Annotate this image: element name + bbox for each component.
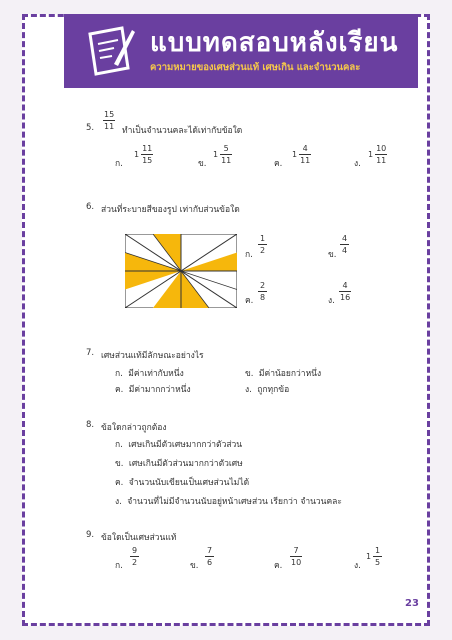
q6-option-a-label[interactable]: ก. xyxy=(245,250,253,260)
q9-option-c[interactable] xyxy=(288,545,302,568)
q6-number: 6. xyxy=(86,202,95,212)
q9-option-d-denominator: 5 xyxy=(375,558,381,567)
q5-option-a-label[interactable]: ก. xyxy=(115,159,123,169)
q5-option-b[interactable] xyxy=(213,143,232,166)
q6-option-b-denominator: 4 xyxy=(341,246,348,255)
q8-option-a-text: เศษเกินมีตัวเศษมากกว่าตัวส่วน xyxy=(128,440,243,450)
q9-stem: ข้อใดเป็นเศษส่วนแท้ xyxy=(101,533,177,543)
q6-option-c-numerator: 2 xyxy=(259,281,266,290)
q7-option-c[interactable] xyxy=(115,382,191,396)
q6-option-b-numerator: 4 xyxy=(341,234,348,243)
q8-option-c-text: จำนวนนับเขียนเป็นเศษส่วนไม่ได้ xyxy=(128,478,250,488)
q8-stem: ข้อใดกล่าวถูกต้อง xyxy=(101,423,167,433)
q9-option-d[interactable] xyxy=(366,545,382,568)
q6-stem: ส่วนที่ระบายสีของรูป เท่ากับส่วนข้อใด xyxy=(101,205,240,215)
q9-option-b-label[interactable]: ข. xyxy=(190,561,199,571)
q6-option-b-label[interactable]: ข. xyxy=(328,250,337,260)
q9-option-a-denominator: 2 xyxy=(131,558,138,567)
q8-option-b-label: ข. xyxy=(115,459,124,469)
q9-option-a[interactable] xyxy=(128,545,139,568)
q9-option-c-denominator: 10 xyxy=(291,558,302,567)
q6-option-c-denominator: 8 xyxy=(259,293,266,302)
q7-number: 7. xyxy=(86,348,95,358)
q7-option-b-text: มีค่าน้อยกว่าหนึ่ง xyxy=(258,369,322,379)
q8-option-b-text: เศษเกินมีตัวส่วนมากกว่าตัวเศษ xyxy=(128,459,243,469)
q9-option-b-numerator: 7 xyxy=(206,546,213,555)
q5-option-d-label[interactable]: ง. xyxy=(354,159,361,169)
q8-option-d[interactable] xyxy=(115,494,342,508)
q9-option-a-numerator: 9 xyxy=(131,546,138,555)
q7-option-a-label: ก. xyxy=(115,369,123,379)
q5-option-b-denominator: 11 xyxy=(221,156,232,165)
q5-option-a-denominator: 15 xyxy=(142,156,153,165)
q5-option-a[interactable] xyxy=(134,143,153,166)
q5-option-b-numerator: 5 xyxy=(223,144,229,153)
q5-stem-denominator: 11 xyxy=(104,122,115,131)
q5-stem-numerator: 15 xyxy=(104,110,115,119)
page-title: แบบทดสอบหลังเรียน xyxy=(150,28,399,58)
q7-option-b-label: ข. xyxy=(245,369,254,379)
q7-option-b[interactable] xyxy=(245,366,321,380)
q5-option-b-whole: 1 xyxy=(213,150,219,159)
q9-option-d-whole: 1 xyxy=(366,552,372,561)
q6-option-a-numerator: 1 xyxy=(259,234,266,243)
q8-option-b[interactable] xyxy=(115,456,243,470)
q6-option-b[interactable] xyxy=(340,233,349,256)
q5-option-a-whole: 1 xyxy=(134,150,140,159)
q8-option-d-text: จำนวนที่ไม่มีจำนวนนับอยู่หน้าเศษส่วน เรียกว่า จำนวนคละ xyxy=(127,497,342,507)
q8-option-c[interactable] xyxy=(115,475,249,489)
q8-option-d-label: ง. xyxy=(115,497,122,507)
q9-option-c-label[interactable]: ค. xyxy=(274,561,283,571)
page-border xyxy=(22,14,430,626)
q7-option-d-label: ง. xyxy=(245,385,252,395)
q6-option-c[interactable] xyxy=(258,280,267,303)
q7-option-a-text: มีค่าเท่ากับหนึ่ง xyxy=(128,369,184,379)
q7-option-d-text: ถูกทุกข้อ xyxy=(257,385,290,395)
q5-option-c-numerator: 4 xyxy=(302,144,308,153)
q5-option-c[interactable] xyxy=(292,143,311,166)
q7-stem: เศษส่วนแท้มีลักษณะอย่างไร xyxy=(101,351,204,361)
q8-option-c-label: ค. xyxy=(115,478,124,488)
q5-option-c-whole: 1 xyxy=(292,150,298,159)
q5-option-c-label[interactable]: ค. xyxy=(274,159,283,169)
q6-option-d-label[interactable]: ง. xyxy=(328,296,335,306)
q9-option-c-numerator: 7 xyxy=(293,546,299,555)
q6-option-d-denominator: 16 xyxy=(340,293,351,302)
q5-stem: ทำเป็นจำนวนคละได้เท่ากับข้อใด xyxy=(122,126,243,136)
q9-number: 9. xyxy=(86,530,95,540)
q5-option-d-numerator: 10 xyxy=(376,144,387,153)
q5-stem-fraction xyxy=(103,109,115,132)
q6-option-d-numerator: 4 xyxy=(342,281,348,290)
q9-option-b-denominator: 6 xyxy=(206,558,213,567)
q7-option-c-label: ค. xyxy=(115,385,124,395)
q8-option-a[interactable] xyxy=(115,437,242,451)
q5-option-d[interactable] xyxy=(368,143,387,166)
q5-option-c-denominator: 11 xyxy=(300,156,311,165)
pen-paper-icon xyxy=(84,24,136,76)
q9-option-b[interactable] xyxy=(203,545,214,568)
q5-option-d-whole: 1 xyxy=(368,150,374,159)
q5-number: 5. xyxy=(86,123,95,133)
page-subtitle: ความหมายของเศษส่วนแท้ เศษเกิน และจำนวนคละ xyxy=(150,62,361,73)
q8-number: 8. xyxy=(86,420,95,430)
q5-option-b-label[interactable]: ข. xyxy=(198,159,207,169)
q7-option-c-text: มีค่ามากกว่าหนึ่ง xyxy=(128,385,191,395)
q7-option-d[interactable] xyxy=(245,382,289,396)
q6-option-a-denominator: 2 xyxy=(259,246,266,255)
q6-option-c-label[interactable]: ค. xyxy=(245,296,254,306)
shaded-square-figure xyxy=(125,234,237,308)
q9-option-d-numerator: 1 xyxy=(375,546,381,555)
q6-option-d[interactable] xyxy=(339,280,351,303)
page-number: 23 xyxy=(405,598,419,609)
q5-option-d-denominator: 11 xyxy=(376,156,387,165)
q6-option-a[interactable] xyxy=(258,233,267,256)
q5-option-a-numerator: 11 xyxy=(142,144,153,153)
q9-option-a-label[interactable]: ก. xyxy=(115,561,123,571)
q9-option-d-label[interactable]: ง. xyxy=(354,561,361,571)
q8-option-a-label: ก. xyxy=(115,440,123,450)
q7-option-a[interactable] xyxy=(115,366,184,380)
